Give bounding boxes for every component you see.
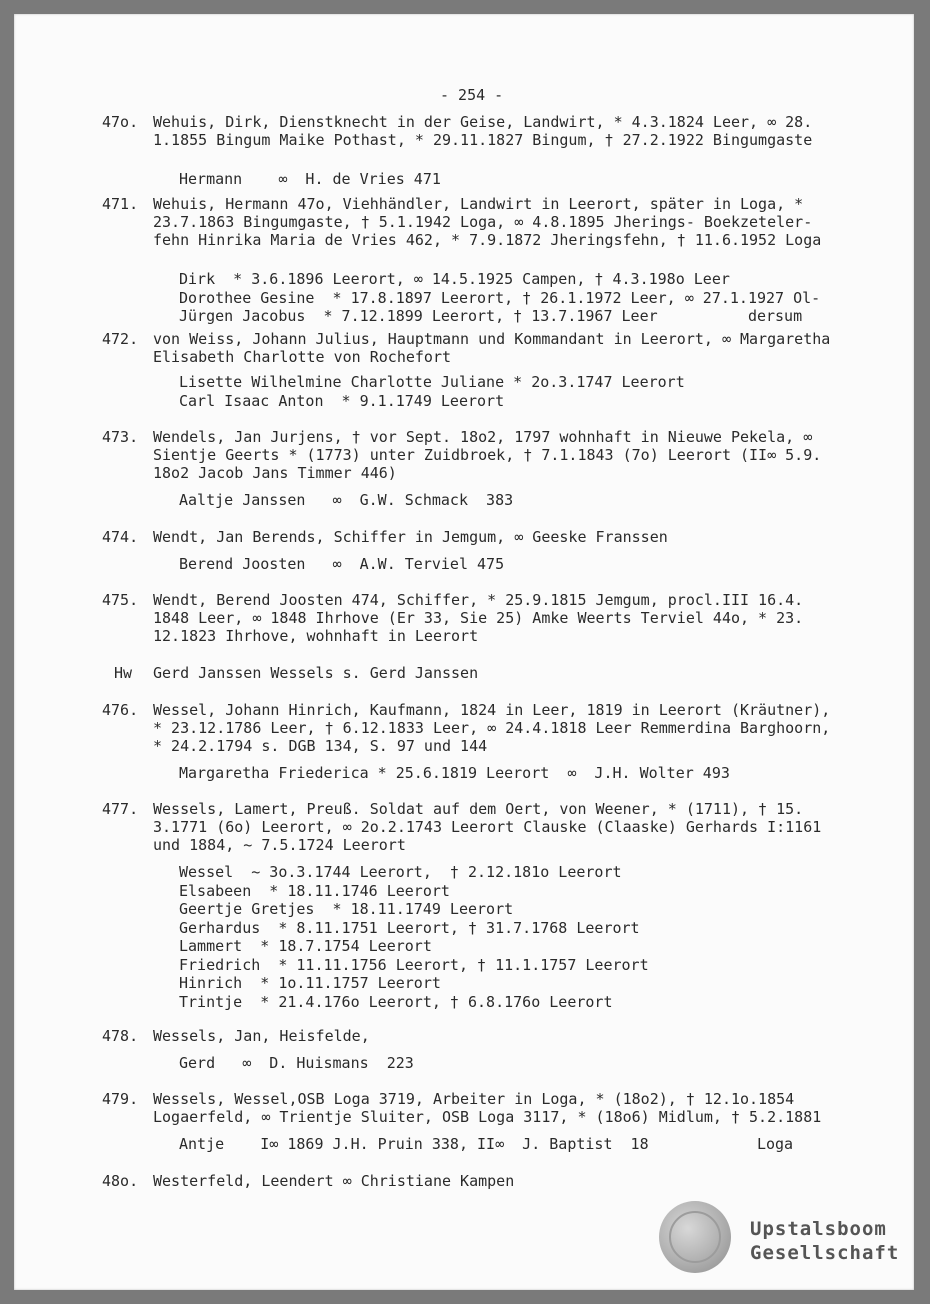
entry-line: Wendt, Jan Berends, Schiffer in Jemgum, ∞ Geeske Franssen bbox=[153, 528, 668, 546]
entry-line: von Weiss, Johann Julius, Hauptmann und Kommandant in Leerort, ∞ Margaretha bbox=[153, 330, 831, 348]
entry-number: 474. bbox=[102, 528, 139, 546]
page-number: - 254 - bbox=[440, 86, 504, 104]
children-list: Wessel ~ 3o.3.1744 Leerort, † 2.12.181o Leerort Elsabeen * 18.11.1746 Leerort Geertje Gretjes * 18.11.1749 Leerort Gerhardus * 8.11.1751 Leerort, † 31.7.1768 Leerort Lammert * 18.7.1754 Leerort Friedrich * 11.11.1756 Leerort, † 11.1.1757 Leerort Hinrich * 1o.11.1757 Leerort Trintje * 21.4.176o Leerort, † 6.8.176o Leerort bbox=[179, 863, 649, 1011]
entry-line: 23.7.1863 Bingumgaste, † 5.1.1942 Loga, ∞ 4.8.1895 Jherings- Boekzeteler- bbox=[153, 213, 813, 231]
entry-line: Westerfeld, Leendert ∞ Christiane Kampen bbox=[153, 1172, 515, 1190]
children-list: Margaretha Friederica * 25.6.1819 Leerort ∞ J.H. Wolter 493 bbox=[179, 764, 730, 782]
org-name-line2: Gesellschaft bbox=[750, 1242, 900, 1264]
org-name-line1: Upstalsboom bbox=[750, 1218, 887, 1240]
entry-line: Wessel, Johann Hinrich, Kaufmann, 1824 in Leer, 1819 in Leerort (Kräutner), bbox=[153, 701, 831, 719]
entry-number: 479. bbox=[102, 1090, 139, 1108]
entry-line: 18o2 Jacob Jans Timmer 446) bbox=[153, 464, 397, 482]
entry-line: 3.1771 (6o) Leerort, ∞ 2o.2.1743 Leerort Clauske (Claaske) Gerhards I:1161 bbox=[153, 818, 822, 836]
entry-number: 477. bbox=[102, 800, 139, 818]
entry-line: 1848 Leer, ∞ 1848 Ihrhove (Er 33, Sie 25) Amke Weerts Terviel 44o, * 23. bbox=[153, 609, 804, 627]
entry-line: Wendels, Jan Jurjens, † vor Sept. 18o2, 1797 wohnhaft in Nieuwe Pekela, ∞ bbox=[153, 428, 813, 446]
entry-line: Logaerfeld, ∞ Trientje Sluiter, OSB Loga 3117, * (18o6) Midlum, † 5.2.1881 bbox=[153, 1108, 822, 1126]
entry-line: 1.1855 Bingum Maike Pothast, * 29.11.1827 Bingum, † 27.2.1922 Bingumgaste bbox=[153, 131, 813, 149]
document-page bbox=[14, 14, 914, 1290]
seal-logo-icon bbox=[659, 1201, 731, 1273]
children-list: Antje I∞ 1869 J.H. Pruin 338, II∞ J. Baptist 18 Loga bbox=[179, 1135, 794, 1153]
children-list: Lisette Wilhelmine Charlotte Juliane * 2o.3.1747 Leerort Carl Isaac Anton * 9.1.1749 Leerort bbox=[179, 373, 685, 410]
entry-number: 472. bbox=[102, 330, 139, 348]
children-list: Dirk * 3.6.1896 Leerort, ∞ 14.5.1925 Campen, † 4.3.198o Leer Dorothee Gesine * 17.8.1897 Leerort, † 26.1.1972 Leer, ∞ 27.1.1927 Ol- Jürgen Jacobus * 7.12.1899 Leerort, † 13.7.1967 Leer dersum bbox=[179, 270, 821, 325]
entry-line: Wessels, Jan, Heisfelde, bbox=[153, 1027, 370, 1045]
entry-line: 12.1823 Ihrhove, wohnhaft in Leerort bbox=[153, 627, 479, 645]
entry-number: 475. bbox=[102, 591, 139, 609]
entry-line: Gerd Janssen Wessels s. Gerd Janssen bbox=[153, 664, 479, 682]
entry-number: 48o. bbox=[102, 1172, 139, 1190]
entry-number: 473. bbox=[102, 428, 139, 446]
entry-line: * 23.12.1786 Leer, † 6.12.1833 Leer, ∞ 24.4.1818 Leer Remmerdina Barghoorn, bbox=[153, 719, 831, 737]
entry-number: 47o. bbox=[102, 113, 139, 131]
entry-line: Wessels, Lamert, Preuß. Soldat auf dem Oert, von Weener, * (1711), † 15. bbox=[153, 800, 804, 818]
entry-number: 471. bbox=[102, 195, 139, 213]
entry-number: 478. bbox=[102, 1027, 139, 1045]
entry-line: Sientje Geerts * (1773) unter Zuidbroek, † 7.1.1843 (7o) Leerort (II∞ 5.9. bbox=[153, 446, 822, 464]
entry-line: Wehuis, Dirk, Dienstknecht in der Geise, Landwirt, * 4.3.1824 Leer, ∞ 28. bbox=[153, 113, 813, 131]
entry-line: * 24.2.1794 s. DGB 134, S. 97 und 144 bbox=[153, 737, 488, 755]
entry-number: Hw bbox=[114, 664, 133, 682]
entry-line: Wessels, Wessel,OSB Loga 3719, Arbeiter in Loga, * (18o2), † 12.1o.1854 bbox=[153, 1090, 795, 1108]
entry-line: Elisabeth Charlotte von Rochefort bbox=[153, 348, 452, 366]
children-list: Aaltje Janssen ∞ G.W. Schmack 383 bbox=[179, 491, 514, 509]
entry-line: fehn Hinrika Maria de Vries 462, * 7.9.1872 Jheringsfehn, † 11.6.1952 Loga bbox=[153, 231, 822, 249]
children-list: Hermann ∞ H. de Vries 471 bbox=[179, 170, 441, 188]
entry-line: Wendt, Berend Joosten 474, Schiffer, * 25.9.1815 Jemgum, procl.III 16.4. bbox=[153, 591, 804, 609]
entry-number: 476. bbox=[102, 701, 139, 719]
children-list: Berend Joosten ∞ A.W. Terviel 475 bbox=[179, 555, 505, 573]
entry-line: Wehuis, Hermann 47o, Viehhändler, Landwirt in Leerort, später in Loga, * bbox=[153, 195, 804, 213]
entry-line: und 1884, ~ 7.5.1724 Leerort bbox=[153, 836, 406, 854]
children-list: Gerd ∞ D. Huismans 223 bbox=[179, 1054, 414, 1072]
